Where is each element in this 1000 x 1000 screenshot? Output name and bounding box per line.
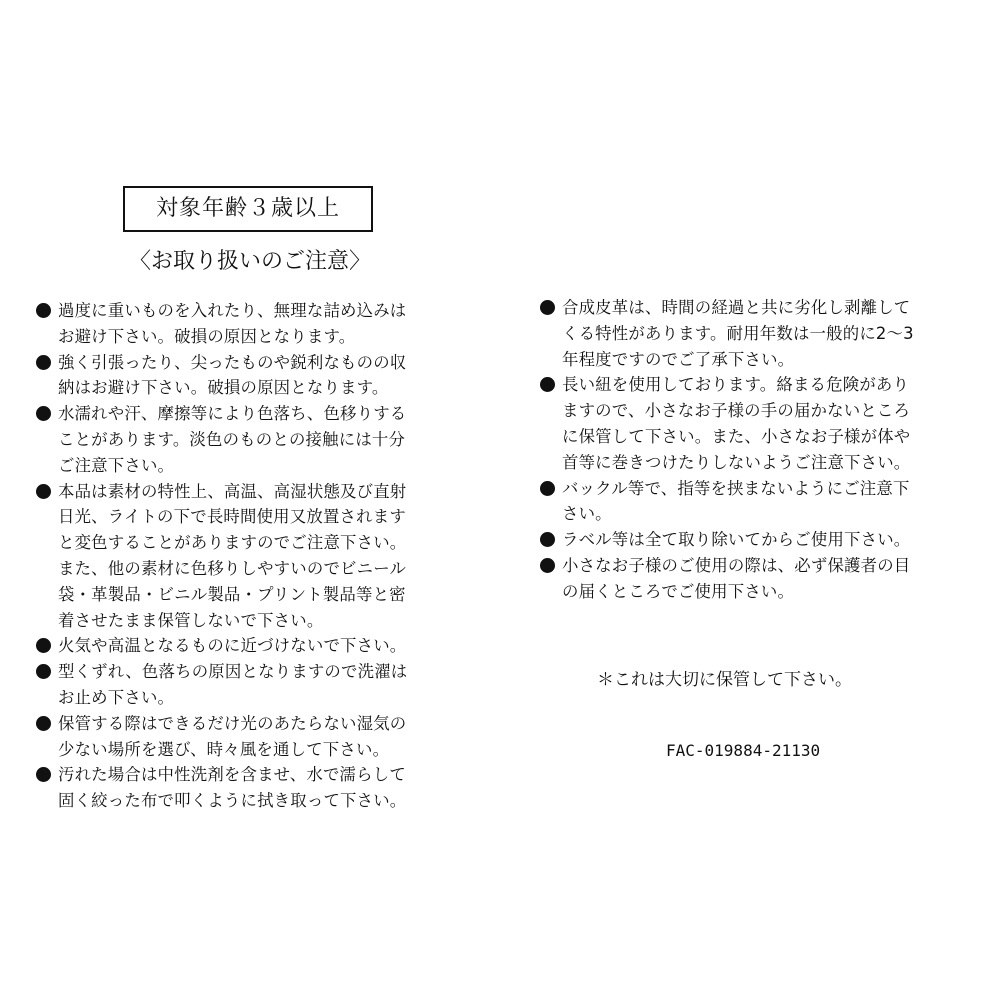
caution-text-line: 強く引張ったり、尖ったものや鋭利なものの収: [58, 352, 407, 372]
caution-text-line: また、他の素材に色移りしやすいのでビニール: [58, 558, 407, 578]
care-instructions-heading: 〈お取り扱いのご注意〉: [128, 249, 371, 274]
caution-item: [36, 659, 476, 711]
caution-text-line: 合成皮革は、時間の経過と共に劣化し剥離して: [562, 298, 911, 317]
product-code: FAC-019884-21130: [666, 741, 821, 760]
caution-text-line: さい。: [562, 504, 612, 524]
caution-text-line: 首等に巻きつけたりしないようご注意下さい。: [562, 452, 911, 472]
caution-item: [36, 633, 476, 659]
right-caution-list: [540, 295, 980, 605]
caution-item: [540, 553, 980, 605]
caution-item: [540, 476, 980, 528]
caution-text-line: 水濡れや汗、摩擦等により色落ち、色移りする: [58, 404, 407, 424]
bullet-dot-icon: [540, 377, 555, 392]
caution-item: [540, 527, 980, 553]
caution-item: [36, 479, 476, 634]
caution-text-line: 袋・革製品・ビニル製品・プリント製品等と密: [58, 584, 406, 604]
caution-text-line: お避け下さい。破損の原因となります。: [58, 326, 356, 346]
bullet-dot-icon: [36, 716, 51, 731]
caution-text-line: 年程度ですのでご了承下さい。: [562, 349, 795, 369]
caution-item: [540, 372, 980, 475]
bullet-dot-icon: [36, 664, 51, 679]
bullet-dot-icon: [36, 484, 51, 499]
caution-text-line: 保管する際はできるだけ光のあたらない湿気の: [58, 713, 407, 733]
caution-item: [36, 350, 476, 402]
caution-item: [36, 762, 476, 814]
caution-text-line: の届くところでご使用下さい。: [562, 581, 795, 601]
caution-text-line: と変色することがありますのでご注意下さい。: [58, 533, 407, 553]
bullet-dot-icon: [36, 767, 51, 782]
bullet-dot-icon: [540, 558, 555, 573]
caution-text-line: 汚れた場合は中性洗剤を含ませ、水で濡らして: [58, 765, 406, 785]
caution-text-line: 長い紐を使用しております。絡まる危険があり: [562, 375, 910, 395]
caution-item: [36, 401, 476, 478]
caution-text-line: 納はお避け下さい。破損の原因となります。: [58, 378, 389, 398]
caution-text-line: ことがあります。淡色のものとの接触には十分: [58, 429, 406, 449]
caution-text-line: ラベル等は全て取り除いてからご使用下さい。: [562, 530, 911, 550]
bullet-dot-icon: [36, 406, 51, 421]
caution-text-line: 少ない場所を選び、時々風を通して下さい。: [58, 739, 390, 759]
bullet-dot-icon: [540, 481, 555, 496]
caution-text-line: 本品は素材の特性上、高温、高湿状態及び直射: [58, 481, 407, 501]
keep-note: ＊これは大切に保管して下さい。: [597, 670, 852, 690]
caution-item: [36, 711, 476, 763]
bullet-dot-icon: [36, 638, 51, 653]
caution-text-line: に保管して下さい。また、小さなお子様が体や: [562, 426, 911, 446]
caution-text-line: 着させたまま保管しないで下さい。: [58, 610, 324, 630]
caution-text-line: 日光、ライトの下で長時間使用又放置されます: [58, 507, 406, 527]
caution-text-line: 小さなお子様のご使用の際は、必ず保護者の目: [562, 555, 911, 575]
caution-text-line: ご注意下さい。: [58, 455, 175, 475]
caution-item: [540, 295, 980, 372]
caution-text-line: 型くずれ、色落ちの原因となりますので洗濯は: [58, 662, 408, 682]
bullet-dot-icon: [540, 300, 555, 315]
left-caution-list: [36, 298, 476, 814]
caution-text-line: 固く絞った布で叩くように拭き取って下さい。: [58, 791, 407, 811]
bullet-dot-icon: [36, 355, 51, 370]
caution-item: [36, 298, 476, 350]
age-label-box: 対象年齢３歳以上: [123, 186, 373, 232]
bullet-dot-icon: [540, 532, 555, 547]
caution-text-line: 過度に重いものを入れたり、無理な詰め込みは: [58, 301, 407, 320]
caution-text-line: ますので、小さなお子様の手の届かないところ: [562, 401, 911, 421]
caution-text-line: くる特性があります。耐用年数は一般的に2～3: [562, 323, 914, 343]
caution-text-line: お止め下さい。: [58, 687, 175, 707]
bullet-dot-icon: [36, 303, 51, 318]
caution-text-line: 火気や高温となるものに近づけないで下さい。: [58, 636, 407, 656]
caution-text-line: バックル等で、指等を挟まないようにご注意下: [562, 478, 910, 498]
